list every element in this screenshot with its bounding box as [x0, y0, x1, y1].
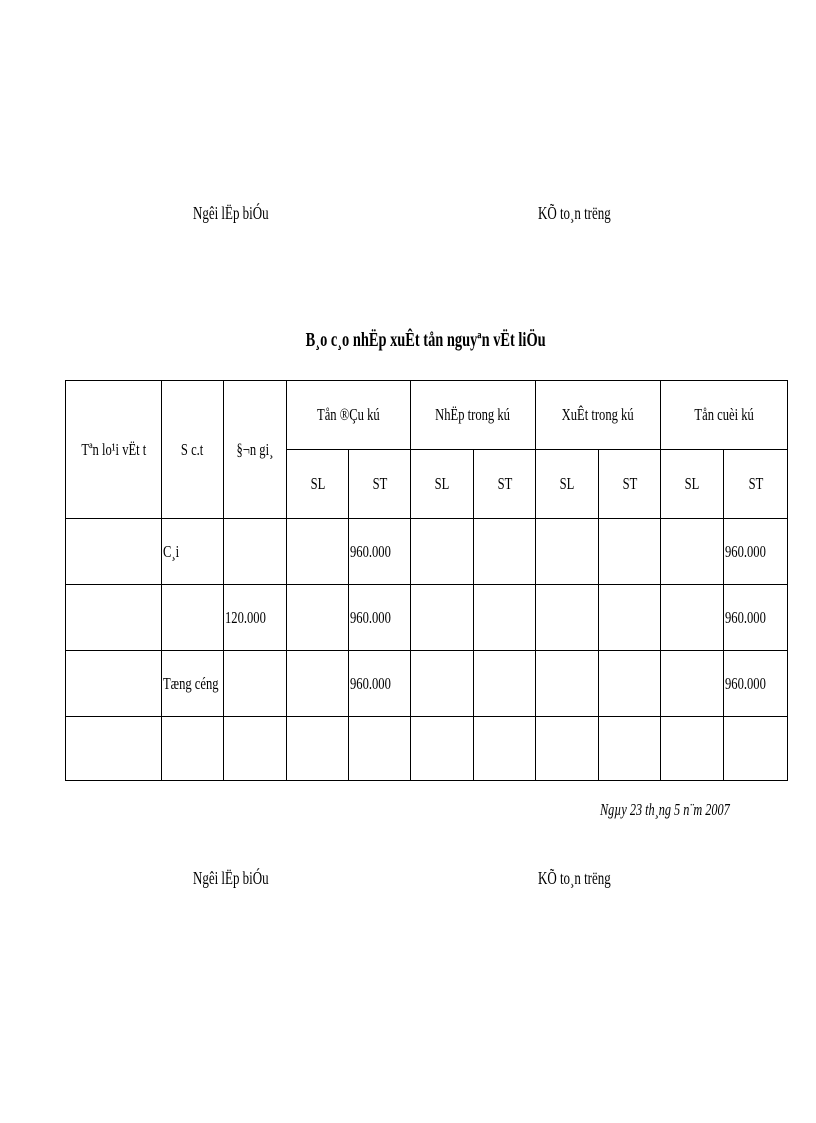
- top-signature-chief-accountant: KÕ to¸n trëng: [538, 203, 611, 223]
- table-cell: [349, 585, 411, 651]
- table-row: [66, 651, 788, 717]
- col-header-in-text: NhËp trong kú: [435, 405, 511, 424]
- col-header-sct: [162, 381, 224, 519]
- sub-header-text: ST: [372, 474, 387, 493]
- inventory-report-table: [65, 380, 788, 781]
- table-cell: [287, 585, 349, 651]
- table-cell: [536, 519, 599, 585]
- table-cell: [287, 717, 349, 781]
- sub-header-text: SL: [434, 474, 450, 493]
- col-header-closing: [661, 381, 788, 450]
- col-header-opening-text: Tån ®Çu kú: [317, 405, 380, 424]
- table-cell: [724, 651, 788, 717]
- sub-header-text: SL: [684, 474, 700, 493]
- table-cell: [411, 585, 474, 651]
- table-cell: [536, 585, 599, 651]
- table-cell: [162, 519, 224, 585]
- sub-header: [724, 450, 788, 519]
- table-cell: [474, 717, 536, 781]
- table-cell: [349, 717, 411, 781]
- sub-header-text: ST: [748, 474, 763, 493]
- table-cell: [474, 651, 536, 717]
- col-header-unit-price: [224, 381, 287, 519]
- col-header-unit-price-text: §¬n gi¸: [236, 439, 274, 459]
- col-header-out-text: XuÊt trong kú: [562, 405, 635, 424]
- table-cell: [411, 519, 474, 585]
- table-cell: [724, 717, 788, 781]
- table-cell: [224, 717, 287, 781]
- table-cell: [66, 585, 162, 651]
- table-cell: [599, 585, 661, 651]
- table-row: [66, 519, 788, 585]
- table-cell: [287, 519, 349, 585]
- sub-header: [536, 450, 599, 519]
- col-header-material-name-text: Tªn lo¹i vËt t: [81, 439, 146, 459]
- sub-header-text: SL: [559, 474, 575, 493]
- sub-header: [474, 450, 536, 519]
- bottom-signature-preparer: Ngêi lËp biÓu: [193, 868, 269, 888]
- sub-header-text: SL: [310, 474, 325, 493]
- table-cell: [474, 585, 536, 651]
- table-cell: [349, 651, 411, 717]
- table-cell: [349, 519, 411, 585]
- sub-header-text: ST: [622, 474, 637, 493]
- table-cell: [599, 519, 661, 585]
- table-cell: [66, 651, 162, 717]
- table-cell: [661, 717, 724, 781]
- table-cell-text: 960.000: [350, 673, 391, 693]
- table-cell-text: 960.000: [350, 607, 391, 627]
- table-cell-text: Tæng céng: [163, 673, 219, 693]
- table-cell: [536, 717, 599, 781]
- table-cell: [661, 585, 724, 651]
- table-cell: [224, 519, 287, 585]
- table-row: [66, 717, 788, 781]
- sub-header-text: ST: [497, 474, 512, 493]
- table-cell: [661, 519, 724, 585]
- table-cell: [724, 519, 788, 585]
- top-signature-preparer: Ngêi lËp biÓu: [193, 203, 269, 223]
- report-title-text: B¸o c¸o nhËp xuÊt tån nguyªn vËt liÖu: [306, 329, 546, 351]
- table-cell: [411, 717, 474, 781]
- sub-header: [349, 450, 411, 519]
- sub-header: [287, 450, 349, 519]
- col-header-in: [411, 381, 536, 450]
- table-cell: [536, 651, 599, 717]
- table-cell-text: 960.000: [725, 673, 766, 693]
- table-cell-text: C¸i: [163, 541, 180, 561]
- table-cell: [224, 585, 287, 651]
- table-cell: [661, 651, 724, 717]
- table-cell-text: 120.000: [225, 607, 266, 627]
- table-cell: [411, 651, 474, 717]
- col-header-closing-text: Tån cuèi kú: [694, 405, 754, 424]
- table-cell: [724, 585, 788, 651]
- bottom-signature-chief-accountant: KÕ to¸n trëng: [538, 868, 611, 888]
- col-header-opening: [287, 381, 411, 450]
- table-row: [66, 585, 788, 651]
- table-cell: [162, 651, 224, 717]
- report-title: [0, 329, 816, 352]
- table-cell: [162, 717, 224, 781]
- table-cell: [162, 585, 224, 651]
- sub-header: [661, 450, 724, 519]
- table-cell: [599, 651, 661, 717]
- report-date: Ngµy 23 th¸ng 5 n¨m 2007: [600, 800, 730, 819]
- sub-header: [599, 450, 661, 519]
- table-cell: [599, 717, 661, 781]
- sub-header: [411, 450, 474, 519]
- table-cell-text: 960.000: [350, 541, 391, 561]
- col-header-material-name: [66, 381, 162, 519]
- table-cell-text: 960.000: [725, 607, 766, 627]
- col-header-out: [536, 381, 661, 450]
- col-header-sct-text: S c.t: [181, 439, 204, 459]
- table-cell: [66, 717, 162, 781]
- table-cell: [224, 651, 287, 717]
- table-cell-text: 960.000: [725, 541, 766, 561]
- table-cell: [474, 519, 536, 585]
- report-body: [66, 519, 788, 781]
- table-cell: [287, 651, 349, 717]
- table-cell: [66, 519, 162, 585]
